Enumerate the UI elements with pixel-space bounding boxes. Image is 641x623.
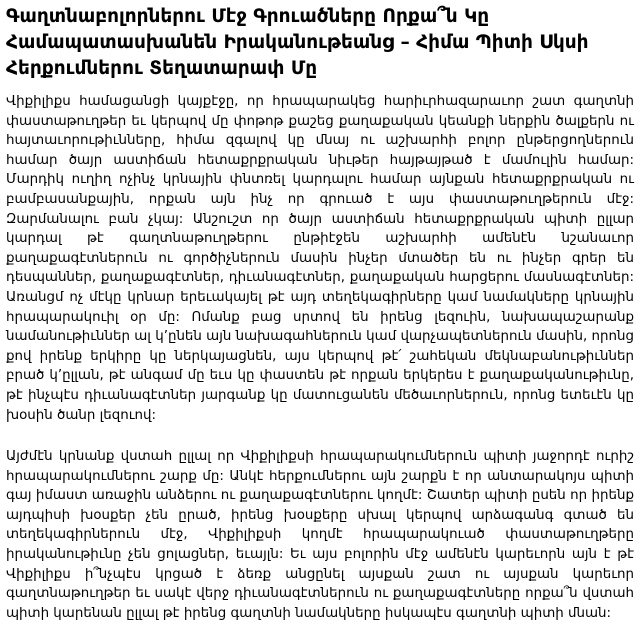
article-paragraph-1: Վիքիլիքս համացանցի կայքէջը, որ հրապարակեց հարիւրհազարաւոր շատ գաղտնի փաստաթուղթեր եւ կերպով մը փոթոթ քաշեց քաղաքական կեանքի ներքին ծալքերն ու հայտաւորութիւնները, հիմա զգալով կը մնայ ու աշխարհի բոլոր ընթերցողներուն համար ծայր աստիճան հետաքրքրական նիւթեր հայթայթած է մամուլին համար: Մարդիկ ուղիղ ոչինչ կրնային փնտռել կարդալու համար այնքան հետաքրքրական ու բամբասանքային, որքան այն ինչ որ գրուած է այս փաստաթուղթերուն մէջ: Զարմանալու բան չկայ: Անշուշտ որ ծայր աստիճան հետաքրքրական պիտի ըլլար կարդալ թէ գաղտնաթուղթերու ընթիէջեն աշխարհի ամենէն նշանաւոր քաղաքագէտներուն ու գործիչներուն մասին ինչեր մտածեր են ու ինչեր գրեր են դեսպաններ, քաղաքագէտներ, դիւանագէտներ, քաղաքական հարցերու մասնագէտներ: Առանցմ ոչ մէկը կրնար երեւակայել թէ այդ տեղեկագիրները կամ նամակները կրնային հրապարակուիլ օր մը: Ոմանք բաց սրտով են իրենց լեզուին, նախապաշարանք նամանութիւններ ալ կ’ընեն այն նախագահներուն կամ վարչապետներուն մասին, որոնց քով իրենք երկիրը կը ներկայացնեն, այս կերպով թէ՛ շահեկան մեկնաբանութիւններ բրած կ’ըլլան, թէ անգամ մը եւս կը փաստեն թէ որքան երկերես է քաղաքականութիւնը, թէ ինչպէս դիւանագէտներ յարգանք կը մատուցանեն մեծաւորներուն, որոնց ետեւէն կը խօսին ծանր լեզուով: xyxy=(6,94,634,423)
article-title: Գաղտնաբոլորներու Մէջ Գրուածները Որքա՞ն Կը Համապատասխանեն Իրականութեանց – Հիմա Պիտի Սկսի Հերքումներու Տեղատարափ Մը xyxy=(6,6,589,79)
article xyxy=(6,4,634,623)
article-paragraph-2: Այժմէն կրնանք վստահ ըլլալ որ Վիքիլիքսի հրապարակումներուն պիտի յաջորդէ ուրիշ հրապարակումներու շարք մը: Անկէ հերքումներու այն շարքն է որ անտարակոյս պիտի գայ իմաստ առաջին անձերու ու քաղաքագէտներու կողմէ: Շատեր պիտի ըսեն որ իրենք այդպիսի խօսքեր չեն ըրած, իրենց խօսքերը սխալ կերպով արձագանգ գտած են տեղեկագիրներուն մէջ, Վիքիլիքսի կողմէ հրապարակուած փաստաթուղթերը իրականութիւնը չեն ցոլացներ, եւայլն: Եւ այս բոլորին մէջ ամենէն կարեւորն այն է թէ Վիքիլիքս ի՞նչպէս կրցած է ձեռք անցընել այսքան շատ ու այսքան կարեւոր գաղտնաթուղթեր եւ սակէ վերջ դիւանագէտներուն ու քաղաքագէտները որքա՞ն վստահ պիտի կարենան ըլլալ թէ իրենց գաղտնի նամակները իսկապէս գաղտնի պիտի մնան: xyxy=(6,449,634,621)
